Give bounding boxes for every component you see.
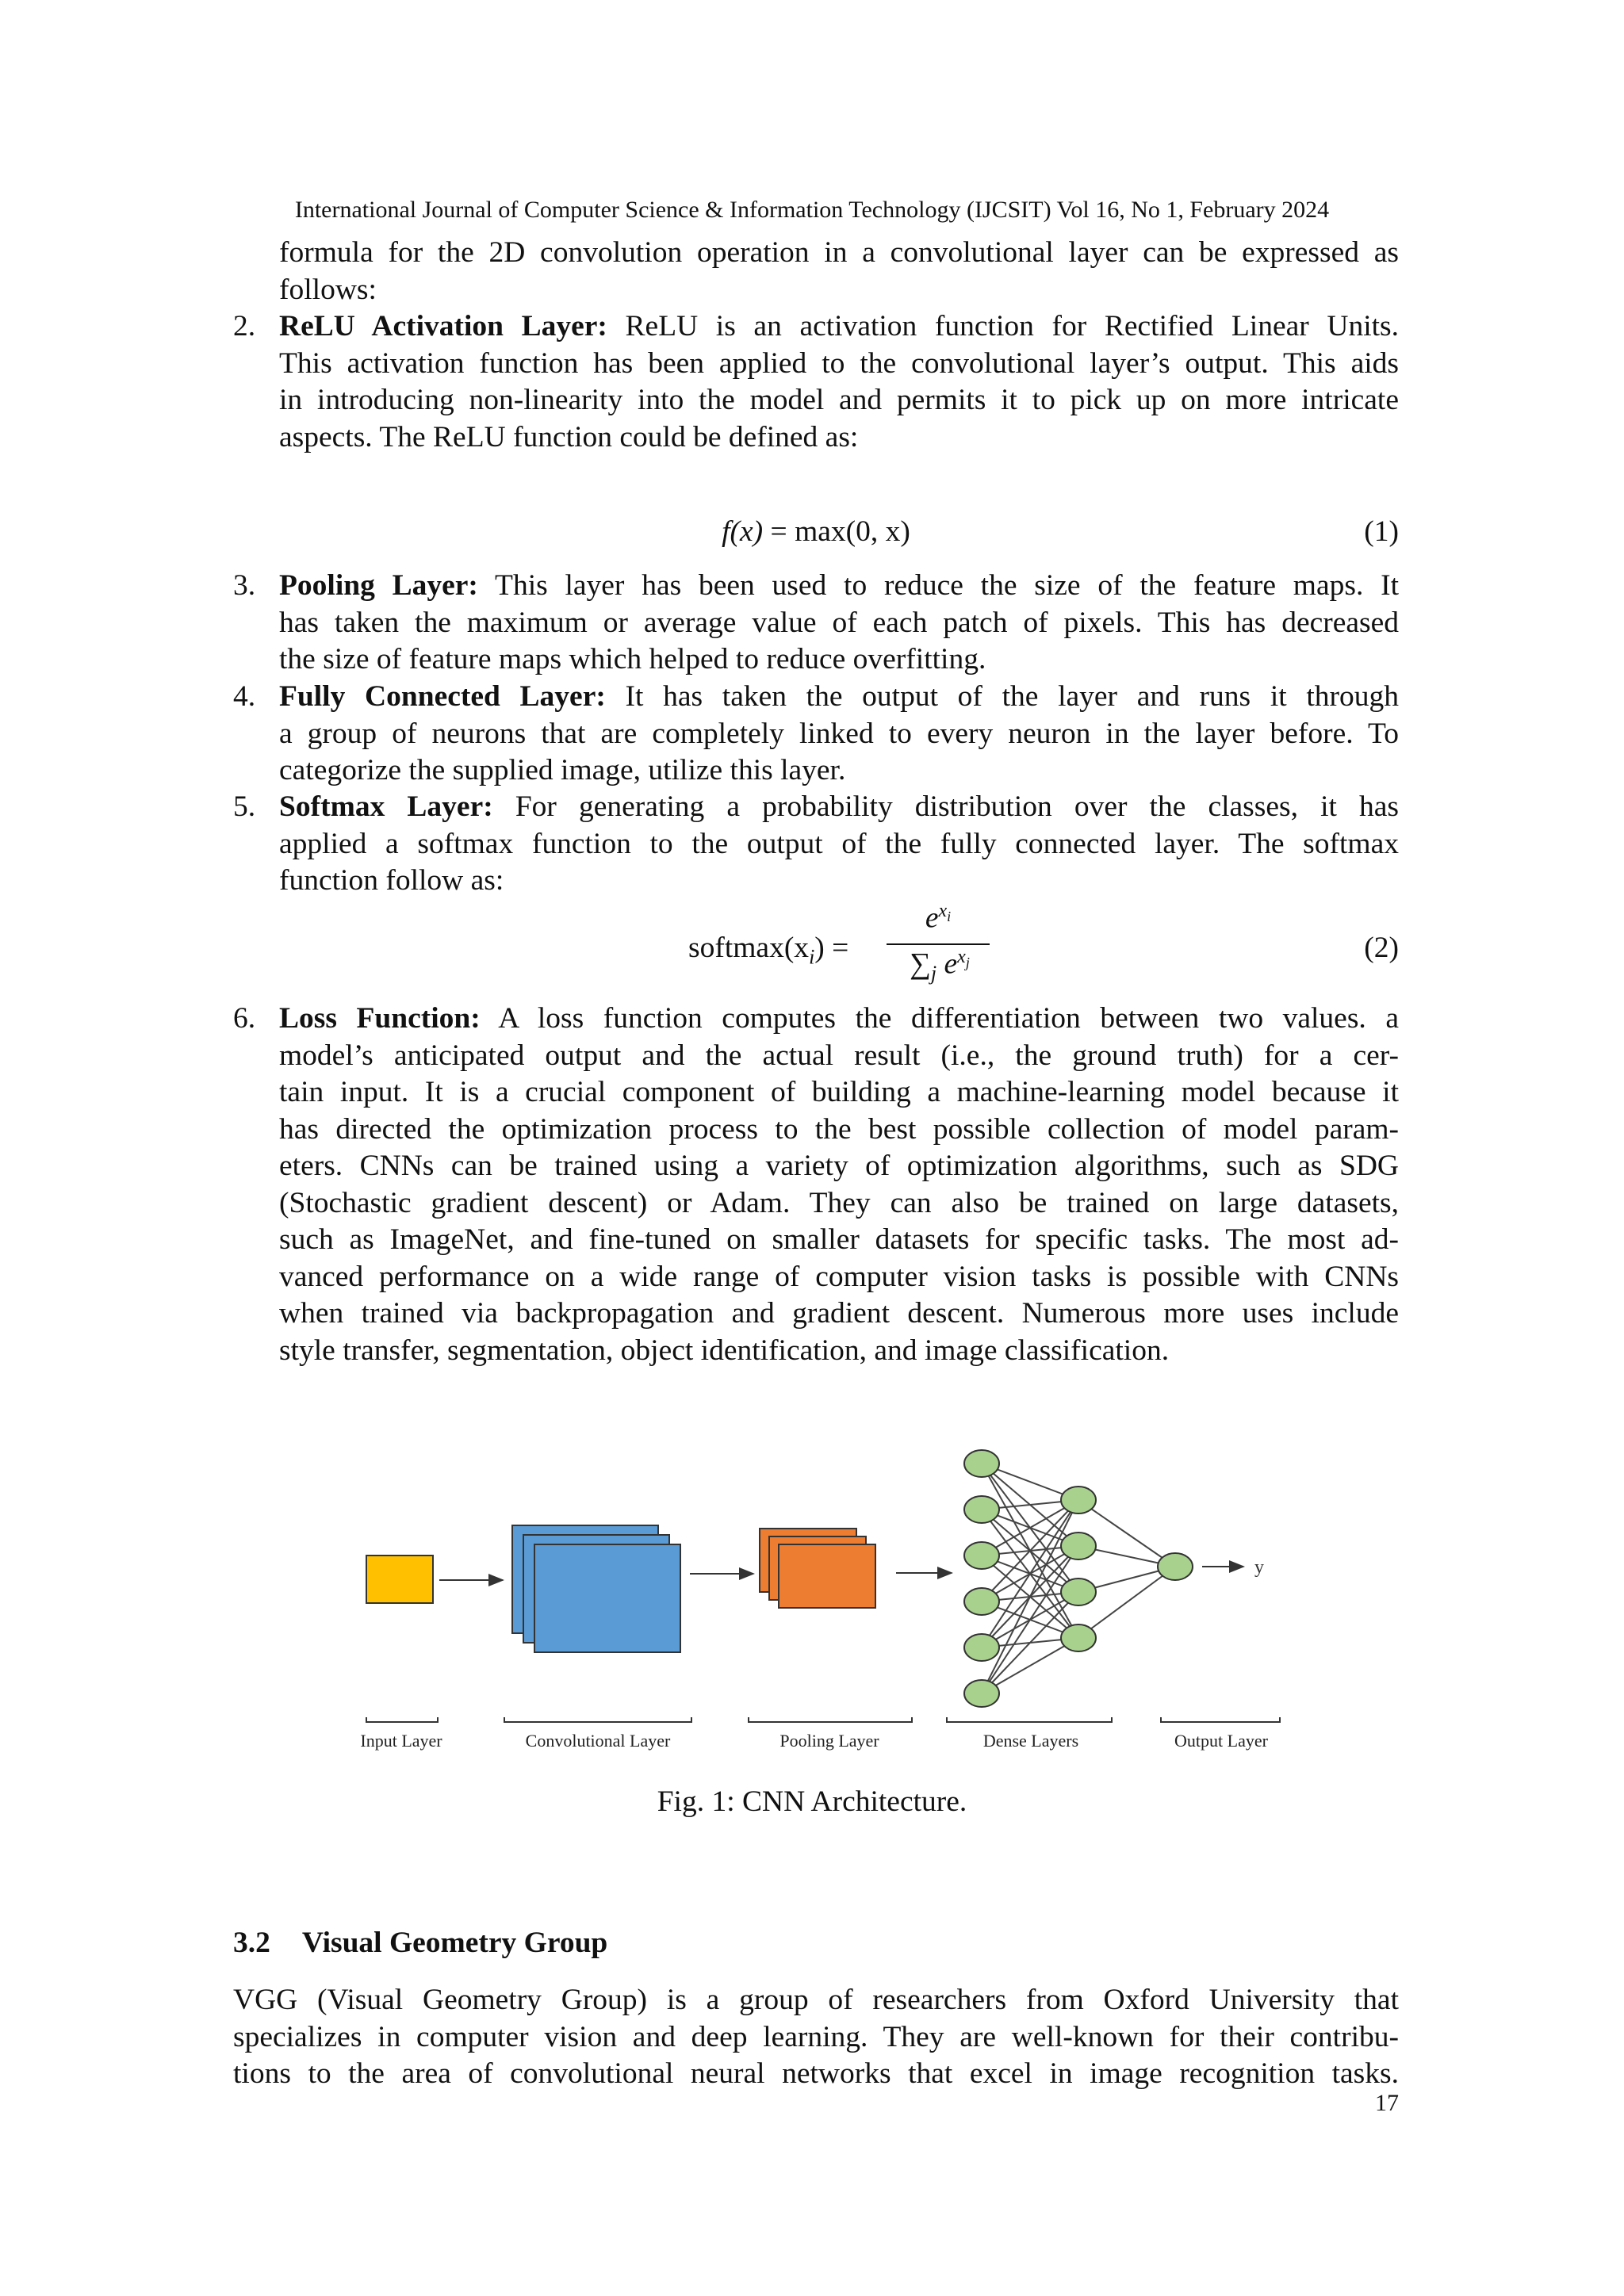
text-line: This activation function has been applied to the convolutional layer’s output. This aids bbox=[279, 346, 1399, 380]
text-line: follows: bbox=[279, 273, 377, 306]
neuron-node bbox=[964, 1588, 999, 1615]
pool-map-3 bbox=[779, 1544, 875, 1608]
section-title: Visual Geometry Group bbox=[301, 1927, 608, 1959]
text-run: It has taken the output of the layer and runs it through bbox=[625, 680, 1399, 713]
text-line: function follow as: bbox=[279, 864, 504, 897]
equation-1 bbox=[233, 514, 1399, 550]
neuron-node bbox=[1061, 1533, 1096, 1559]
equation-2 bbox=[233, 896, 1399, 991]
eq2-den-sup-sub: j bbox=[965, 954, 970, 970]
eq2-den-sup: x bbox=[957, 947, 966, 967]
eq1-rhs: = max(0, x) bbox=[770, 515, 910, 548]
item-title: Pooling Layer: bbox=[279, 569, 478, 602]
section-heading bbox=[233, 1925, 607, 1961]
text-line: such as ImageNet, and fine-tuned on smaller datasets for specific tasks. The most ad- bbox=[279, 1223, 1399, 1256]
item-title: ReLU Activation Layer: bbox=[279, 310, 607, 342]
eq2-number: (2) bbox=[1364, 932, 1399, 964]
label-input-layer: Input Layer bbox=[360, 1731, 442, 1751]
text-line: VGG (Visual Geometry Group) is a group of researchers from Oxford University that bbox=[233, 1984, 1399, 2016]
list-number: 6. bbox=[233, 1002, 256, 1035]
neuron-node bbox=[964, 1634, 999, 1661]
section-paragraph bbox=[233, 1982, 1399, 2093]
neuron-node bbox=[1158, 1553, 1193, 1580]
text-line: aspects. The ReLU function could be defined as: bbox=[279, 420, 859, 453]
list-item-loss-function bbox=[279, 1001, 1399, 1369]
eq1-number: (1) bbox=[1364, 515, 1399, 548]
label-convolutional-layer: Convolutional Layer bbox=[525, 1731, 671, 1751]
list-number: 2. bbox=[233, 310, 256, 342]
item-title: Loss Function: bbox=[279, 1002, 481, 1035]
list-item-pooling bbox=[279, 568, 1399, 679]
neuron-node bbox=[964, 1680, 999, 1707]
text-line: tions to the area of convolutional neural networks that excel in image recognition tasks. bbox=[233, 2057, 1399, 2090]
text-line: applied a softmax function to the output of the fully connected layer. The softmax bbox=[279, 827, 1399, 860]
section-number: 3.2 bbox=[233, 1927, 270, 1959]
text-line: has directed the optimization process to the best possible collection of model param- bbox=[279, 1112, 1399, 1146]
text-line: vanced performance on a wide range of computer vision tasks is possible with CNNs bbox=[279, 1260, 1399, 1293]
text-line: eters. CNNs can be trained using a variety of optimization algorithms, such as SDG bbox=[279, 1150, 1399, 1182]
label-dense-layers: Dense Layers bbox=[982, 1731, 1079, 1751]
neuron-node bbox=[1061, 1578, 1096, 1605]
text-line: formula for the 2D convolution operation in a convolutional layer can be expressed as bbox=[279, 236, 1399, 269]
label-pooling-layer: Pooling Layer bbox=[779, 1731, 879, 1751]
eq2-rhs: ) = bbox=[814, 932, 849, 964]
conv-map-3 bbox=[534, 1544, 680, 1652]
text-run: For generating a probability distribution over the classes, it has bbox=[515, 790, 1400, 823]
neuron-node bbox=[964, 1496, 999, 1523]
intro-paragraph bbox=[279, 235, 1399, 308]
label-output-layer: Output Layer bbox=[1174, 1731, 1268, 1751]
text-line: specializes in computer vision and deep learning. They are well-known for their contribu- bbox=[233, 2020, 1399, 2053]
item-title: Softmax Layer: bbox=[279, 790, 493, 823]
text-line: the size of feature maps which helped to reduce overfitting. bbox=[279, 643, 986, 675]
eq2-sub: i bbox=[809, 945, 815, 969]
eq2-num-sup-sub: i bbox=[947, 908, 952, 924]
neuron-node bbox=[964, 1542, 999, 1569]
list-number: 3. bbox=[233, 569, 256, 602]
eq2-numerator: e bbox=[925, 901, 939, 935]
layer-brackets bbox=[366, 1717, 1280, 1722]
text-line: tain input. It is a crucial component of building a machine-learning model because it bbox=[279, 1076, 1399, 1108]
eq2-den-sub: j bbox=[930, 962, 937, 985]
list-item-softmax bbox=[279, 789, 1399, 900]
neuron-node bbox=[964, 1450, 999, 1477]
eq1-lhs: f(x) bbox=[722, 515, 764, 548]
text-line: style transfer, segmentation, object identification, and image classification. bbox=[279, 1334, 1170, 1367]
item-title: Fully Connected Layer: bbox=[279, 680, 606, 713]
text-line: has taken the maximum or average value of each patch of pixels. This has decreased bbox=[279, 606, 1399, 639]
neuron-node bbox=[1061, 1487, 1096, 1513]
eq2-num-sup: x bbox=[938, 901, 948, 921]
journal-header: International Journal of Computer Science & Information Technology (IJCSIT) Vol 16, No 1, February 2024 bbox=[294, 197, 1330, 223]
cnn-architecture-figure bbox=[0, 1427, 1624, 1760]
page-number: 17 bbox=[1375, 2090, 1399, 2116]
list-number: 4. bbox=[233, 680, 256, 713]
text-line: in introducing non-linearity into the model and permits it to pick up on more intricate bbox=[279, 384, 1399, 416]
connection-line bbox=[1078, 1567, 1175, 1638]
fraction-bar bbox=[887, 943, 990, 945]
text-line: categorize the supplied image, utilize this layer. bbox=[279, 754, 846, 786]
text-run: This layer has been used to reduce the size of the feature maps. It bbox=[495, 569, 1400, 602]
text-line: (Stochastic gradient descent) or Adam. They can also be trained on large datasets, bbox=[279, 1186, 1399, 1219]
list-number: 5. bbox=[233, 790, 256, 823]
eq2-den-e: e bbox=[944, 947, 958, 981]
text-line: model’s anticipated output and the actual result (i.e., the ground truth) for a cer- bbox=[279, 1039, 1399, 1072]
eq2-sum: ∑ bbox=[910, 947, 931, 981]
text-run: ReLU is an activation function for Rectified Linear Units. bbox=[625, 310, 1400, 342]
text-line: a group of neurons that are completely linked to every neuron in the layer before. To bbox=[279, 717, 1399, 750]
list-item-relu bbox=[279, 308, 1399, 456]
figure-caption: Fig. 1: CNN Architecture. bbox=[657, 1785, 967, 1818]
text-run: A loss function computes the differentiation between two values. a bbox=[498, 1002, 1400, 1035]
eq2-lhs: softmax(x bbox=[688, 932, 810, 964]
list-item-fully-connected bbox=[279, 679, 1399, 790]
neuron-node bbox=[1061, 1624, 1096, 1651]
output-symbol: y bbox=[1254, 1557, 1264, 1578]
input-layer-box bbox=[366, 1556, 433, 1603]
text-line: when trained via backpropagation and gradient descent. Numerous more uses include bbox=[279, 1297, 1399, 1330]
